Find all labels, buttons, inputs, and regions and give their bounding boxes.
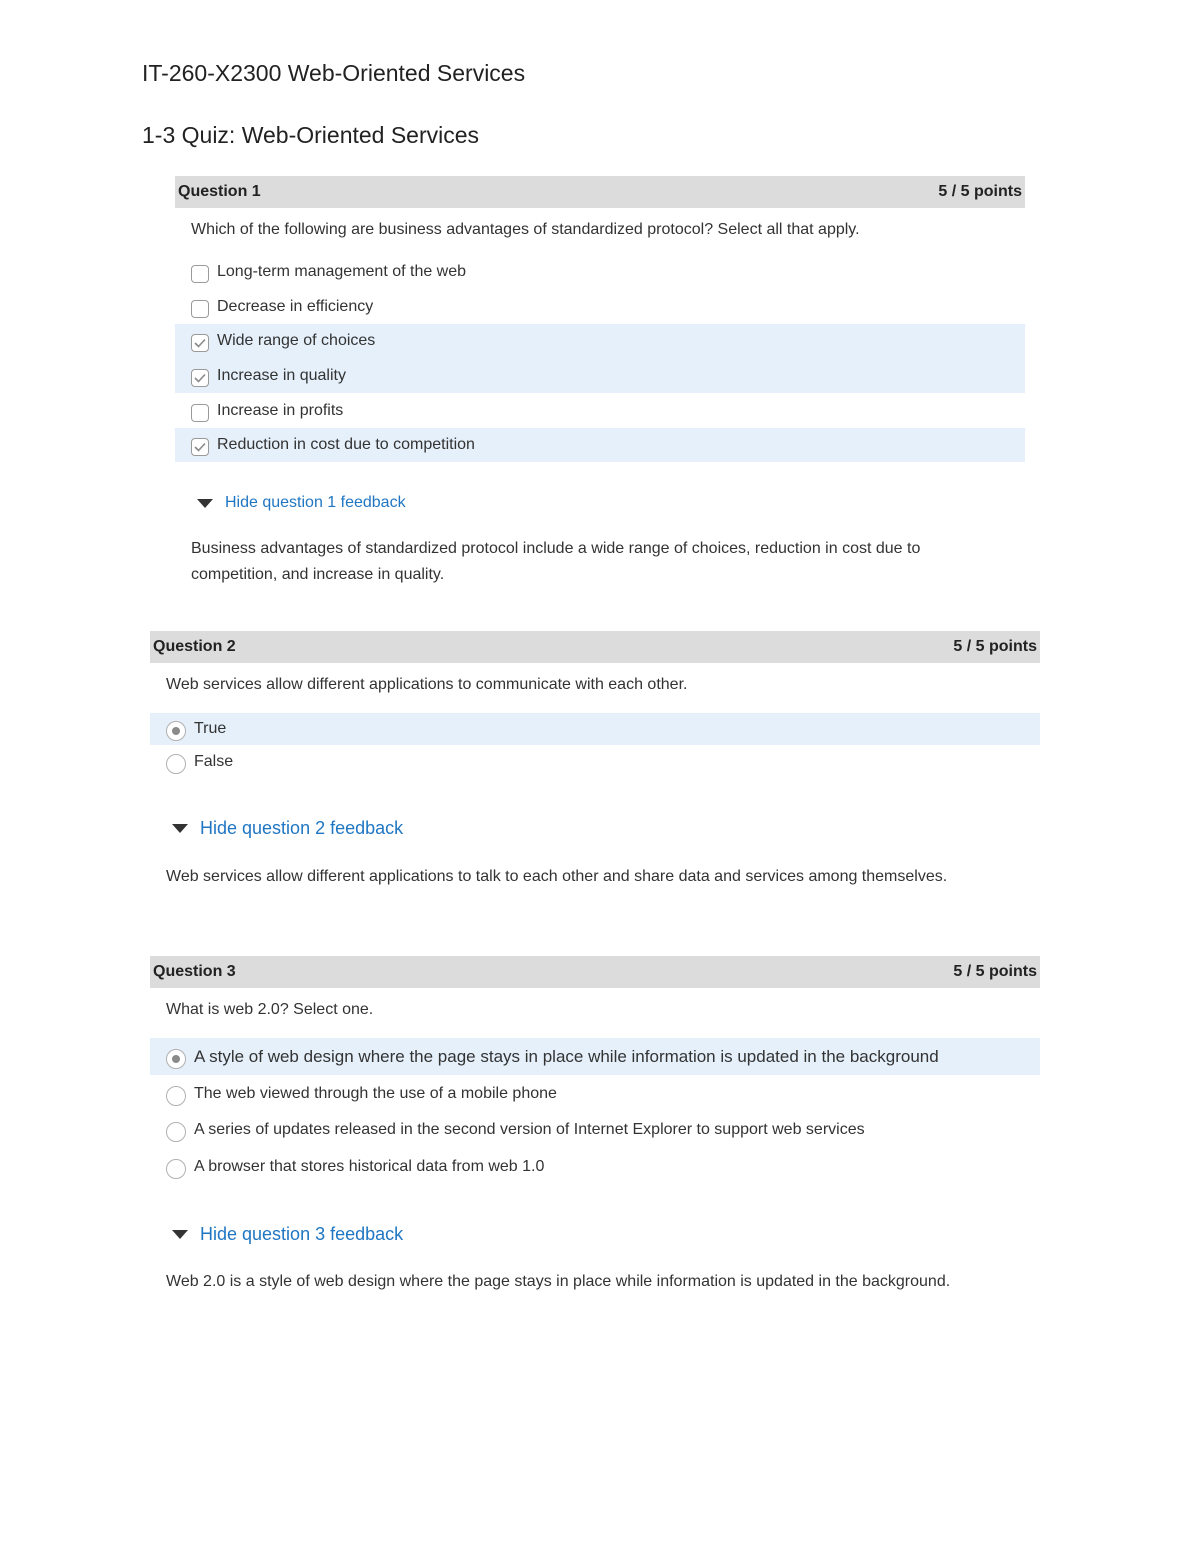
answer-option-selected[interactable] (150, 713, 1040, 745)
answer-option[interactable] (150, 1075, 1040, 1112)
checkbox[interactable] (191, 404, 209, 422)
option-label: Decrease in efficiency (217, 297, 374, 315)
radio-dot-icon (172, 1055, 180, 1063)
hide-feedback-toggle[interactable] (150, 1222, 1040, 1246)
option-label: The web viewed through the use of a mobile phone (194, 1084, 557, 1102)
triangle-down-icon (172, 824, 188, 833)
question-number: Question 1 (178, 183, 261, 200)
answer-option[interactable] (150, 745, 1040, 779)
option-label: False (194, 753, 234, 770)
checkmark-icon (194, 373, 206, 383)
question-header (175, 176, 1025, 208)
answer-option-selected[interactable] (150, 1038, 1040, 1075)
answer-option-selected[interactable] (175, 428, 1025, 462)
answer-options (150, 1038, 1040, 1185)
question-3 (150, 956, 1040, 1295)
question-prompt: Which of the following are business advantages of standardized protocol? Select all that apply. (191, 221, 860, 238)
course-title: IT-260-X2300 Web-Oriented Services (142, 60, 526, 86)
radio-button-selected[interactable] (166, 1049, 186, 1069)
question-header (150, 956, 1040, 988)
answer-option-selected[interactable] (175, 358, 1025, 393)
feedback-text: Web 2.0 is a style of web design where the page stays in place while information is updated in the background. (166, 1273, 951, 1290)
answer-option[interactable] (175, 289, 1025, 324)
checkmark-icon (194, 338, 206, 348)
question-number: Question 2 (153, 638, 236, 655)
answer-option[interactable] (175, 255, 1025, 289)
radio-button[interactable] (166, 1122, 186, 1142)
checkmark-icon (194, 442, 206, 452)
option-label: A style of web design where the page stays in place while information is updated in the background (194, 1046, 939, 1066)
answer-option[interactable] (150, 1112, 1040, 1148)
question-points: 5 / 5 points (938, 183, 1022, 200)
feedback-text: Web services allow different applications to talk to each other and share data and services among themselves. (166, 868, 948, 885)
question-points: 5 / 5 points (953, 963, 1037, 980)
option-label: Reduction in cost due to competition (217, 436, 475, 453)
radio-button[interactable] (166, 754, 186, 774)
hide-feedback-link[interactable]: Hide question 2 feedback (200, 817, 404, 838)
answer-options (175, 255, 1025, 462)
question-points: 5 / 5 points (953, 638, 1037, 655)
option-label: Long-term management of the web (217, 263, 467, 280)
option-label: Increase in profits (217, 401, 344, 419)
checkbox-checked[interactable] (191, 438, 209, 456)
checkbox[interactable] (191, 265, 209, 283)
answer-option[interactable] (150, 1148, 1040, 1185)
answer-option[interactable] (175, 393, 1025, 428)
radio-button[interactable] (166, 1086, 186, 1106)
radio-button[interactable] (166, 1159, 186, 1179)
question-header (150, 631, 1040, 663)
answer-option-selected[interactable] (175, 324, 1025, 358)
checkbox-checked[interactable] (191, 334, 209, 352)
option-label: Increase in quality (217, 366, 346, 384)
hide-feedback-link[interactable]: Hide question 1 feedback (225, 494, 406, 511)
option-label: A browser that stores historical data from web 1.0 (194, 1157, 545, 1175)
option-label: Wide range of choices (217, 332, 376, 349)
radio-button-selected[interactable] (166, 721, 186, 741)
question-number: Question 3 (153, 963, 236, 980)
checkbox[interactable] (191, 300, 209, 318)
option-label: A series of updates released in the second version of Internet Explorer to support web services (194, 1121, 865, 1138)
checkbox-checked[interactable] (191, 369, 209, 387)
quiz-title: 1-3 Quiz: Web-Oriented Services (142, 122, 480, 148)
triangle-down-icon (172, 1230, 188, 1239)
question-prompt: Web services allow different applications to communicate with each other. (166, 676, 688, 693)
hide-feedback-toggle[interactable] (175, 492, 1025, 514)
question-2 (150, 631, 1040, 890)
hide-feedback-toggle[interactable] (150, 816, 1040, 840)
answer-options (150, 713, 1040, 779)
triangle-down-icon (197, 499, 213, 508)
hide-feedback-link[interactable]: Hide question 3 feedback (200, 1223, 404, 1244)
question-1 (175, 176, 1025, 588)
radio-dot-icon (172, 727, 180, 735)
feedback-text: Business advantages of standardized protocol include a wide range of choices, reduction in cost due to competition, and increase in quality. (191, 540, 921, 583)
option-label: True (194, 720, 227, 737)
question-prompt: What is web 2.0? Select one. (166, 1001, 374, 1018)
